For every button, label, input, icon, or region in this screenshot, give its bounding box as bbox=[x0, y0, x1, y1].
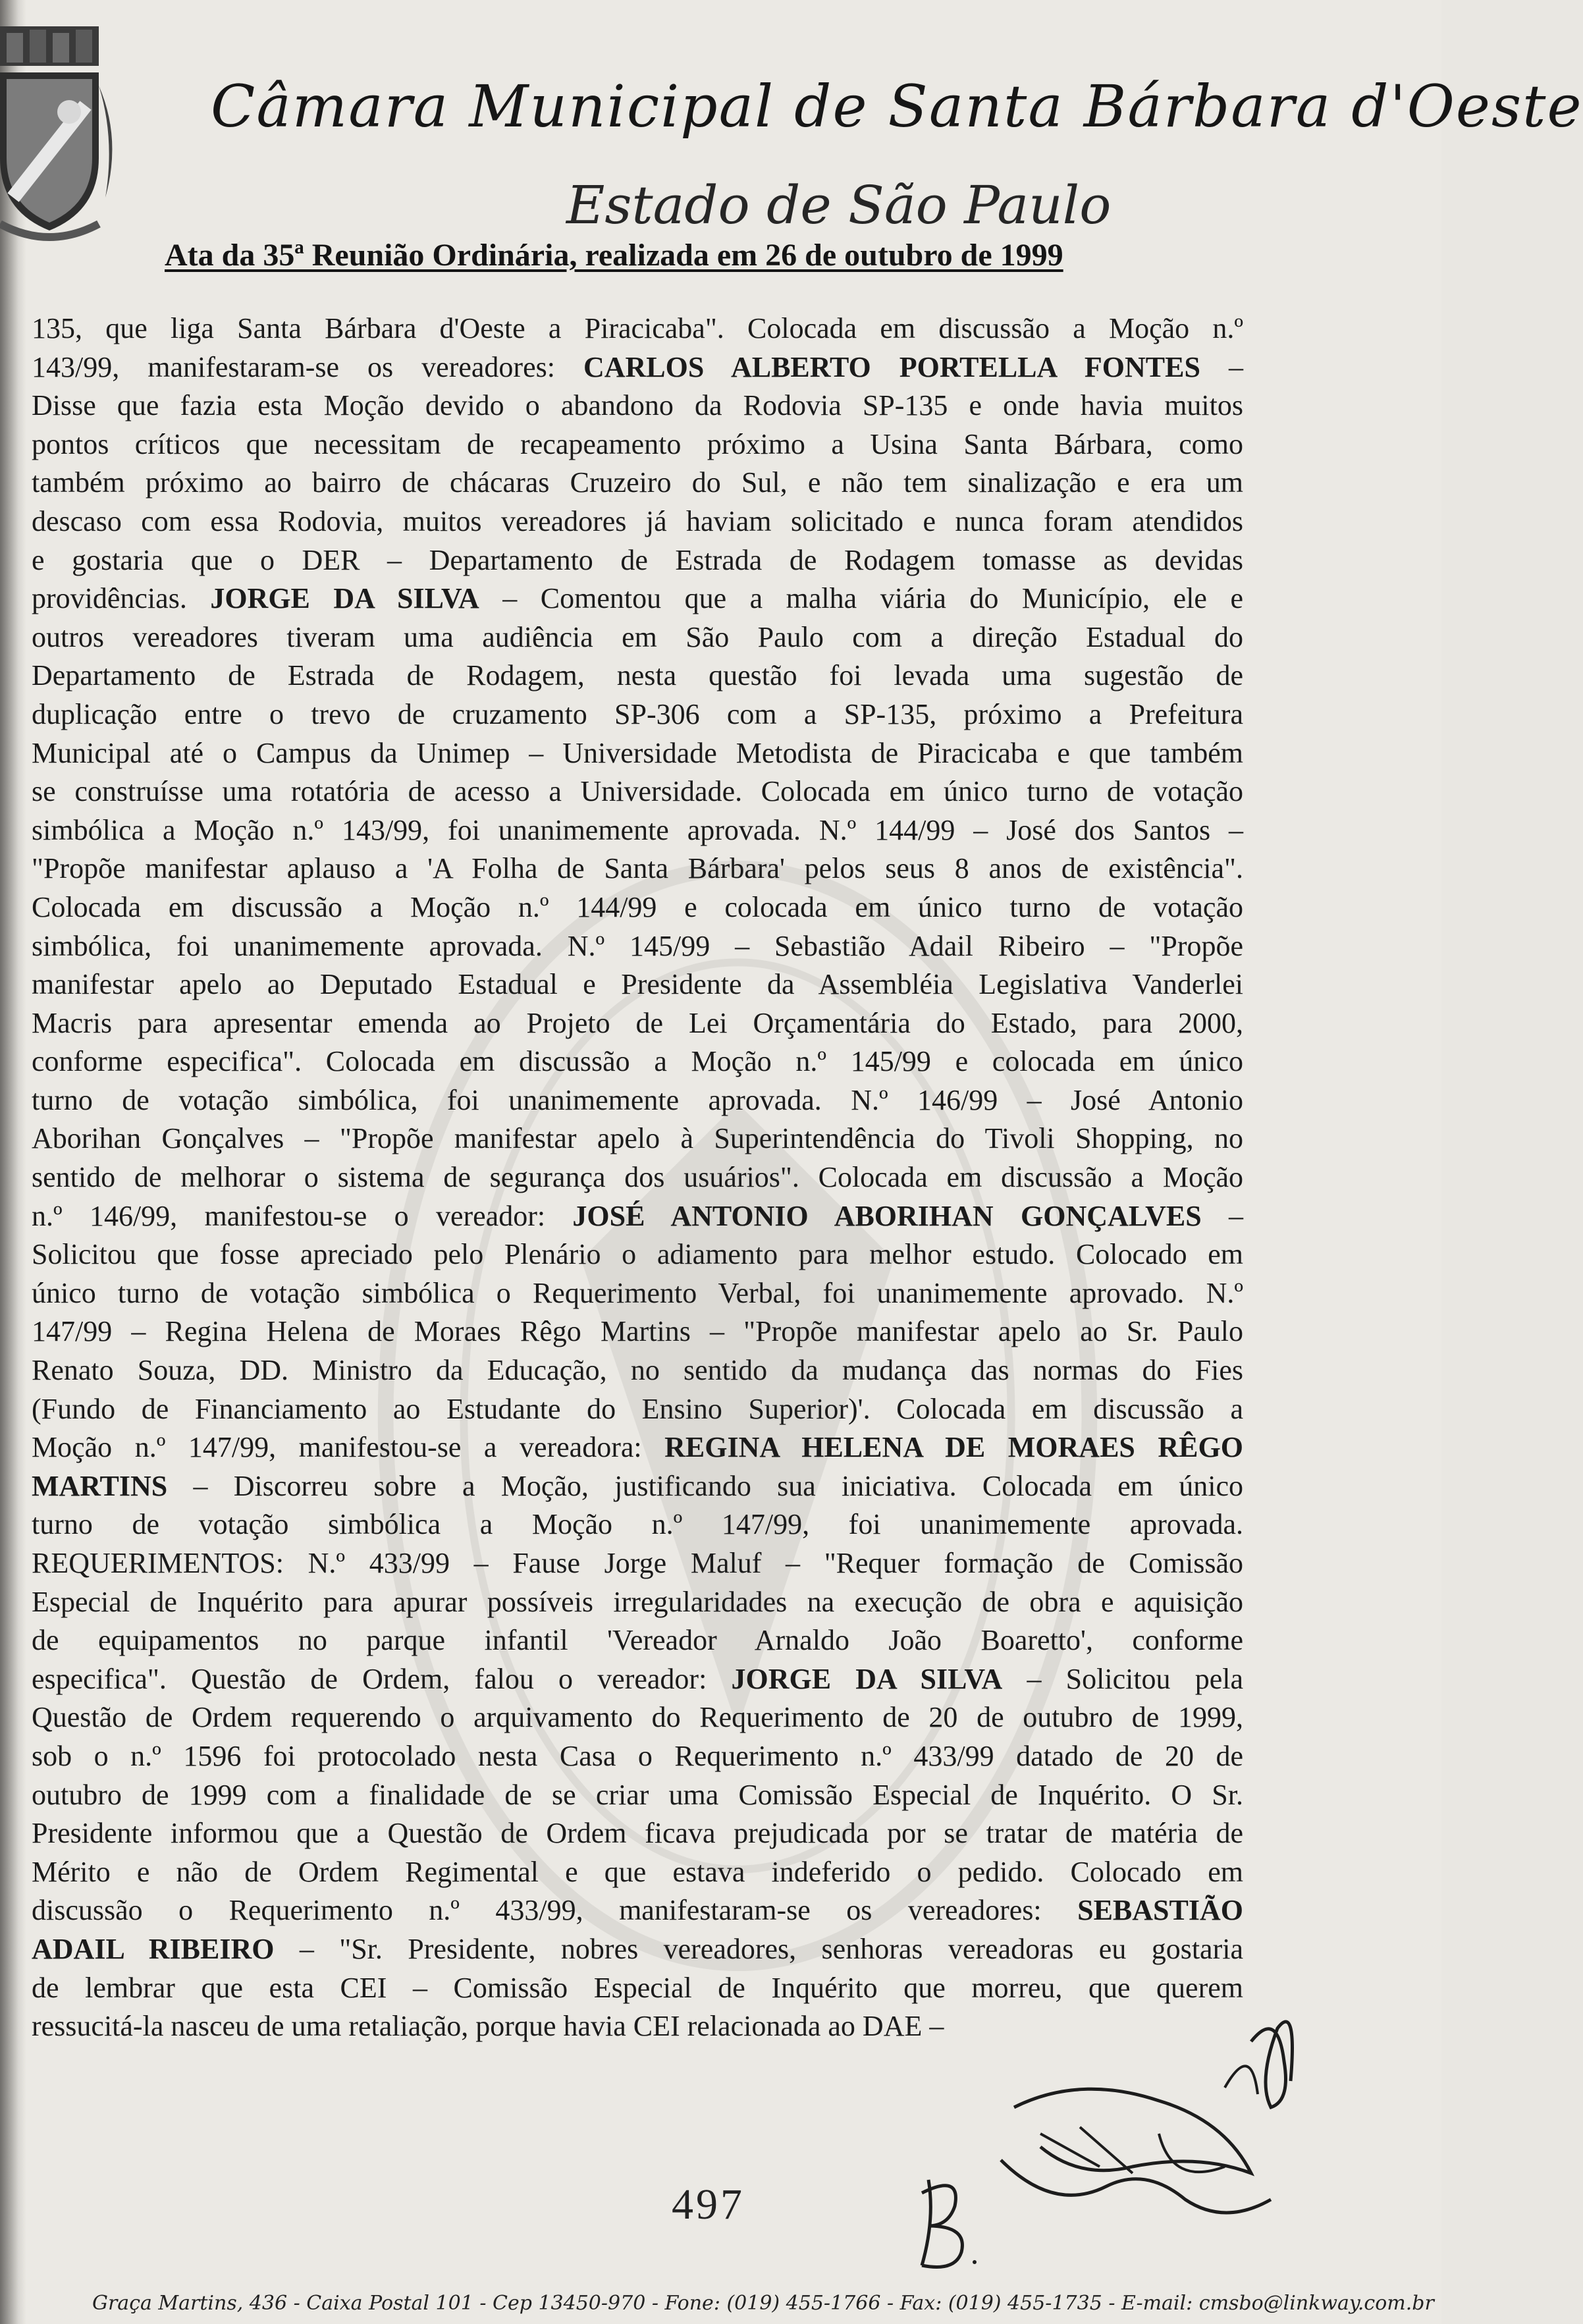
body-line-bold-text: ADAIL RIBEIRO bbox=[32, 1932, 275, 1965]
body-line-text: Departamento de Estrada de Rodagem, nesta questão foi levada uma sugestão de bbox=[32, 659, 1243, 692]
body-line-text: simbólica, foi unanimemente aprovada. N.º 145/99 – Sebastião Adail Ribeiro – "Propõe bbox=[32, 929, 1243, 962]
body-line bbox=[32, 387, 1243, 425]
body-line-text: de lembrar que esta CEI – Comissão Especial de Inquérito que morreu, que querem bbox=[32, 1971, 1243, 2004]
body-line bbox=[32, 811, 1243, 850]
body-line-text: descaso com essa Rodovia, muitos vereadores já haviam solicitado e nunca foram atendidos bbox=[32, 504, 1243, 537]
body-line bbox=[32, 618, 1243, 657]
minutes-header: Ata da 35ª Reunião Ordinária, realizada em 26 de outubro de 1999 bbox=[165, 238, 1063, 273]
body-line-text: conforme especifica". Colocada em discussão a Moção n.º 145/99 e colocada em único bbox=[32, 1045, 1243, 1078]
body-line bbox=[32, 1428, 1243, 1467]
body-line-text: Questão de Ordem requerendo o arquivamento do Requerimento de 20 de outubro de 1999, bbox=[32, 1701, 1243, 1734]
body-line-text: – Comentou que a malha viária do Município, ele e bbox=[479, 582, 1243, 615]
body-line bbox=[32, 695, 1243, 734]
body-line bbox=[32, 927, 1243, 966]
body-line-text: Macris para apresentar emenda ao Projeto de Lei Orçamentária do Estado, para 2000, bbox=[32, 1006, 1243, 1039]
body-line-text: especifica". Questão de Ordem, falou o vereador: bbox=[32, 1662, 732, 1695]
body-line bbox=[32, 1583, 1243, 1622]
body-line bbox=[32, 1120, 1243, 1158]
body-line-text: – Discorreu sobre a Moção, justificando sua iniciativa. Colocada em único bbox=[167, 1469, 1243, 1502]
body-line bbox=[32, 1467, 1243, 1506]
body-line-text: Especial de Inquérito para apurar possíveis irregularidades na execução de obra e aquisição bbox=[32, 1585, 1243, 1618]
body-line bbox=[32, 1930, 1243, 1969]
body-line bbox=[32, 1390, 1243, 1429]
body-line bbox=[32, 310, 1243, 348]
body-line-text: – "Sr. Presidente, nobres vereadores, senhoras vereadoras eu gostaria bbox=[274, 1932, 1243, 1965]
body-line bbox=[32, 1698, 1243, 1737]
body-line bbox=[32, 1621, 1243, 1660]
body-line bbox=[32, 541, 1243, 580]
body-line-text: – bbox=[1201, 1199, 1244, 1232]
body-line-text: sob o n.º 1596 foi protocolado nesta Casa o Requerimento n.º 433/99 datado de 20 de bbox=[32, 1739, 1243, 1772]
body-line-text: turno de votação simbólica, foi unanimemente aprovada. N.º 146/99 – José Antonio bbox=[32, 1083, 1243, 1116]
body-line-text: ressucitá-la nasceu de uma retaliação, porque havia CEI relacionada ao DAE – bbox=[32, 2010, 944, 2043]
body-line bbox=[32, 1544, 1243, 1583]
body-line bbox=[32, 425, 1243, 464]
body-line bbox=[32, 1235, 1243, 1274]
body-line bbox=[32, 1505, 1243, 1544]
body-line bbox=[32, 1737, 1243, 1776]
body-line bbox=[32, 850, 1243, 888]
body-line bbox=[32, 1312, 1243, 1351]
body-line bbox=[32, 464, 1243, 502]
body-line-bold-text: REGINA HELENA DE MORAES RÊGO bbox=[664, 1431, 1243, 1464]
body-line-bold-text: CARLOS ALBERTO PORTELLA FONTES bbox=[583, 350, 1200, 383]
body-line-text: 135, que liga Santa Bárbara d'Oeste a Piracicaba". Colocada em discussão a Moção n.º bbox=[32, 312, 1243, 344]
letterhead-state: Estado de São Paulo bbox=[566, 175, 1112, 236]
body-line-text: Colocada em discussão a Moção n.º 144/99 e colocada em único turno de votação bbox=[32, 890, 1243, 923]
body-line-text: REQUERIMENTOS: N.º 433/99 – Fause Jorge Maluf – "Requer formação de Comissão bbox=[32, 1547, 1243, 1579]
body-line-text: Moção n.º 147/99, manifestou-se a vereadora: bbox=[32, 1431, 665, 1464]
page-number: 497 bbox=[672, 2180, 745, 2229]
coat-of-arms-icon bbox=[0, 26, 125, 244]
body-line bbox=[32, 1660, 1243, 1699]
body-line-text: "Propõe manifestar aplauso a 'A Folha de Santa Bárbara' pelos seus 8 anos de existência". bbox=[32, 852, 1243, 885]
body-line-text: providências. bbox=[32, 582, 211, 615]
body-line bbox=[32, 1776, 1243, 1815]
body-line-text: duplicação entre o trevo de cruzamento SP-306 com a SP-135, próximo a Prefeitura bbox=[32, 697, 1243, 730]
body-line-text: único turno de votação simbólica o Requerimento Verbal, foi unanimemente aprovado. N.º bbox=[32, 1276, 1243, 1309]
body-line bbox=[32, 1351, 1243, 1390]
body-line-text: manifestar apelo ao Deputado Estadual e Presidente da Assembléia Legislativa Vanderlei bbox=[32, 968, 1243, 1001]
body-line bbox=[32, 888, 1243, 927]
body-line-bold-text: JORGE DA SILVA bbox=[210, 582, 479, 615]
body-line bbox=[32, 1814, 1243, 1853]
body-line-text: Aborihan Gonçalves – "Propõe manifestar apelo à Superintendência do Tivoli Shopping, no bbox=[32, 1122, 1243, 1155]
body-line-text: Mérito e não de Ordem Regimental e que estava indeferido o pedido. Colocado em bbox=[32, 1855, 1243, 1888]
body-line-text: turno de votação simbólica a Moção n.º 147/99, foi unanimemente aprovada. bbox=[32, 1508, 1243, 1541]
body-line-text: de equipamentos no parque infantil 'Vereador Arnaldo João Boaretto', conforme bbox=[32, 1624, 1243, 1657]
body-line-bold-text: JORGE DA SILVA bbox=[731, 1662, 1003, 1695]
body-line bbox=[32, 965, 1243, 1004]
body-line-text: (Fundo de Financiamento ao Estudante do Ensino Superior)'. Colocada em discussão a bbox=[32, 1392, 1243, 1425]
body-line-text: Municipal até o Campus da Unimep – Universidade Metodista de Piracicaba e que também bbox=[32, 736, 1243, 769]
body-line bbox=[32, 1274, 1243, 1313]
body-line-text: 147/99 – Regina Helena de Moraes Rêgo Martins – "Propõe manifestar apelo ao Sr. Paulo bbox=[32, 1315, 1243, 1348]
body-line bbox=[32, 1197, 1243, 1236]
footer-address: Graça Martins, 436 - Caixa Postal 101 - Cep 13450-970 - Fone: (019) 455-1766 - Fax: (019) 455-1735 - E-mail: cmsbo@linkway.com.br bbox=[92, 2292, 1434, 2315]
body-line-text: pontos críticos que necessitam de recapeamento próximo a Usina Santa Bárbara, como bbox=[32, 427, 1243, 460]
body-line bbox=[32, 580, 1243, 618]
body-line-text: sentido de melhorar o sistema de segurança dos usuários". Colocada em discussão a Moção bbox=[32, 1161, 1243, 1194]
body-line-text: – bbox=[1200, 350, 1243, 383]
body-line bbox=[32, 1853, 1243, 1892]
page-edge-shadow bbox=[0, 0, 26, 2324]
body-line bbox=[32, 734, 1243, 773]
body-line bbox=[32, 502, 1243, 541]
body-line-text: Disse que fazia esta Moção devido o abandono da Rodovia SP-135 e onde havia muitos bbox=[32, 389, 1243, 422]
body-line-text: – Solicitou pela bbox=[1002, 1662, 1243, 1695]
body-line bbox=[32, 1158, 1243, 1197]
body-line-bold-text: JOSÉ ANTONIO ABORIHAN GONÇALVES bbox=[572, 1199, 1202, 1232]
letterhead-title: Câmara Municipal de Santa Bárbara d'Oeste bbox=[211, 72, 1583, 140]
body-line bbox=[32, 1891, 1243, 1930]
body-line-bold-text: MARTINS bbox=[32, 1469, 168, 1502]
body-line-text: Solicitou que fosse apreciado pelo Plenário o adiamento para melhor estudo. Colocado em bbox=[32, 1238, 1243, 1271]
signature-mark bbox=[882, 2002, 1343, 2279]
body-line bbox=[32, 348, 1243, 387]
body-line-text: outubro de 1999 com a finalidade de se criar uma Comissão Especial de Inquérito. O Sr. bbox=[32, 1778, 1243, 1811]
body-line bbox=[32, 657, 1243, 695]
body-line-text: Renato Souza, DD. Ministro da Educação, no sentido da mudança das normas do Fies bbox=[32, 1354, 1243, 1387]
body-line-text: se construísse uma rotatória de acesso a Universidade. Colocada em único turno de votação bbox=[32, 775, 1243, 808]
body-line-text: e gostaria que o DER – Departamento de Estrada de Rodagem tomasse as devidas bbox=[32, 543, 1243, 576]
body-line bbox=[32, 772, 1243, 811]
body-line-text: 143/99, manifestaram-se os vereadores: bbox=[32, 350, 583, 383]
body-line-text: discussão o Requerimento n.º 433/99, manifestaram-se os vereadores: bbox=[32, 1894, 1078, 1927]
body-line-text: também próximo ao bairro de chácaras Cruzeiro do Sul, e não tem sinalização e era um bbox=[32, 466, 1243, 499]
body-line-text: outros vereadores tiveram uma audiência em São Paulo com a direção Estadual do bbox=[32, 620, 1243, 653]
body-line-text: simbólica a Moção n.º 143/99, foi unanimemente aprovada. N.º 144/99 – José dos Santos – bbox=[32, 813, 1243, 846]
body-line bbox=[32, 1042, 1243, 1081]
minutes-body bbox=[32, 310, 1243, 2046]
body-line-text: Presidente informou que a Questão de Ordem ficava prejudicada por se tratar de matéria de bbox=[32, 1817, 1243, 1850]
body-line-bold-text: SEBASTIÃO bbox=[1077, 1894, 1243, 1927]
body-line-text: n.º 146/99, manifestou-se o vereador: bbox=[32, 1199, 573, 1232]
body-line bbox=[32, 1004, 1243, 1043]
body-line bbox=[32, 1081, 1243, 1120]
